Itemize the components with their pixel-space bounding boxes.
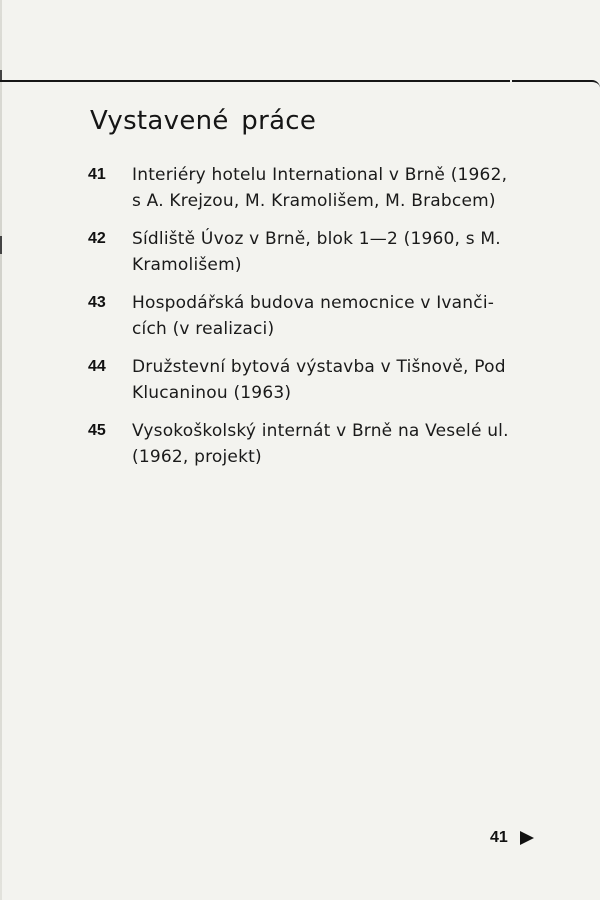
- work-item: [88, 226, 558, 278]
- work-description-line: Kramolišem): [132, 255, 242, 275]
- work-number: 42: [88, 230, 106, 247]
- work-description: [132, 354, 558, 406]
- top-rule: [0, 80, 592, 82]
- top-rule-curve: [560, 80, 600, 88]
- section-title: Vystavené práce: [90, 106, 317, 136]
- page-number: 41: [490, 829, 508, 846]
- edge-mark: [0, 236, 2, 254]
- work-description-line: Sídliště Úvoz v Brně, blok 1—2 (1960, s M.: [132, 229, 501, 249]
- work-description: [132, 162, 558, 214]
- work-number: 43: [88, 294, 106, 311]
- top-rule-gap: [510, 79, 512, 83]
- work-description: [132, 418, 558, 470]
- work-description-line: Hospodářská budova nemocnice v Ivanči-: [132, 293, 495, 313]
- triangle-right-icon: [520, 831, 534, 845]
- work-description-line: cích (v realizaci): [132, 319, 275, 339]
- work-item: [88, 290, 558, 342]
- work-number: 45: [88, 422, 106, 439]
- work-description-line: Družstevní bytová výstavba v Tišnově, Pod: [132, 357, 506, 377]
- work-description-line: s A. Krejzou, M. Kramolišem, M. Brabcem): [132, 191, 496, 211]
- work-item: [88, 354, 558, 406]
- page-footer: [490, 829, 534, 847]
- work-number: 41: [88, 166, 106, 183]
- edge-mark: [0, 70, 2, 80]
- work-description: [132, 290, 558, 342]
- work-number: 44: [88, 358, 106, 375]
- work-description-line: Vysokoškolský internát v Brně na Veselé ul.: [132, 421, 509, 441]
- work-description: [132, 226, 558, 278]
- page-edge: [0, 0, 2, 900]
- work-item: [88, 162, 558, 214]
- work-item: [88, 418, 558, 470]
- work-description-line: (1962, projekt): [132, 447, 262, 467]
- work-description-line: Klucaninou (1963): [132, 383, 292, 403]
- work-description-line: Interiéry hotelu International v Brně (1962,: [132, 165, 508, 185]
